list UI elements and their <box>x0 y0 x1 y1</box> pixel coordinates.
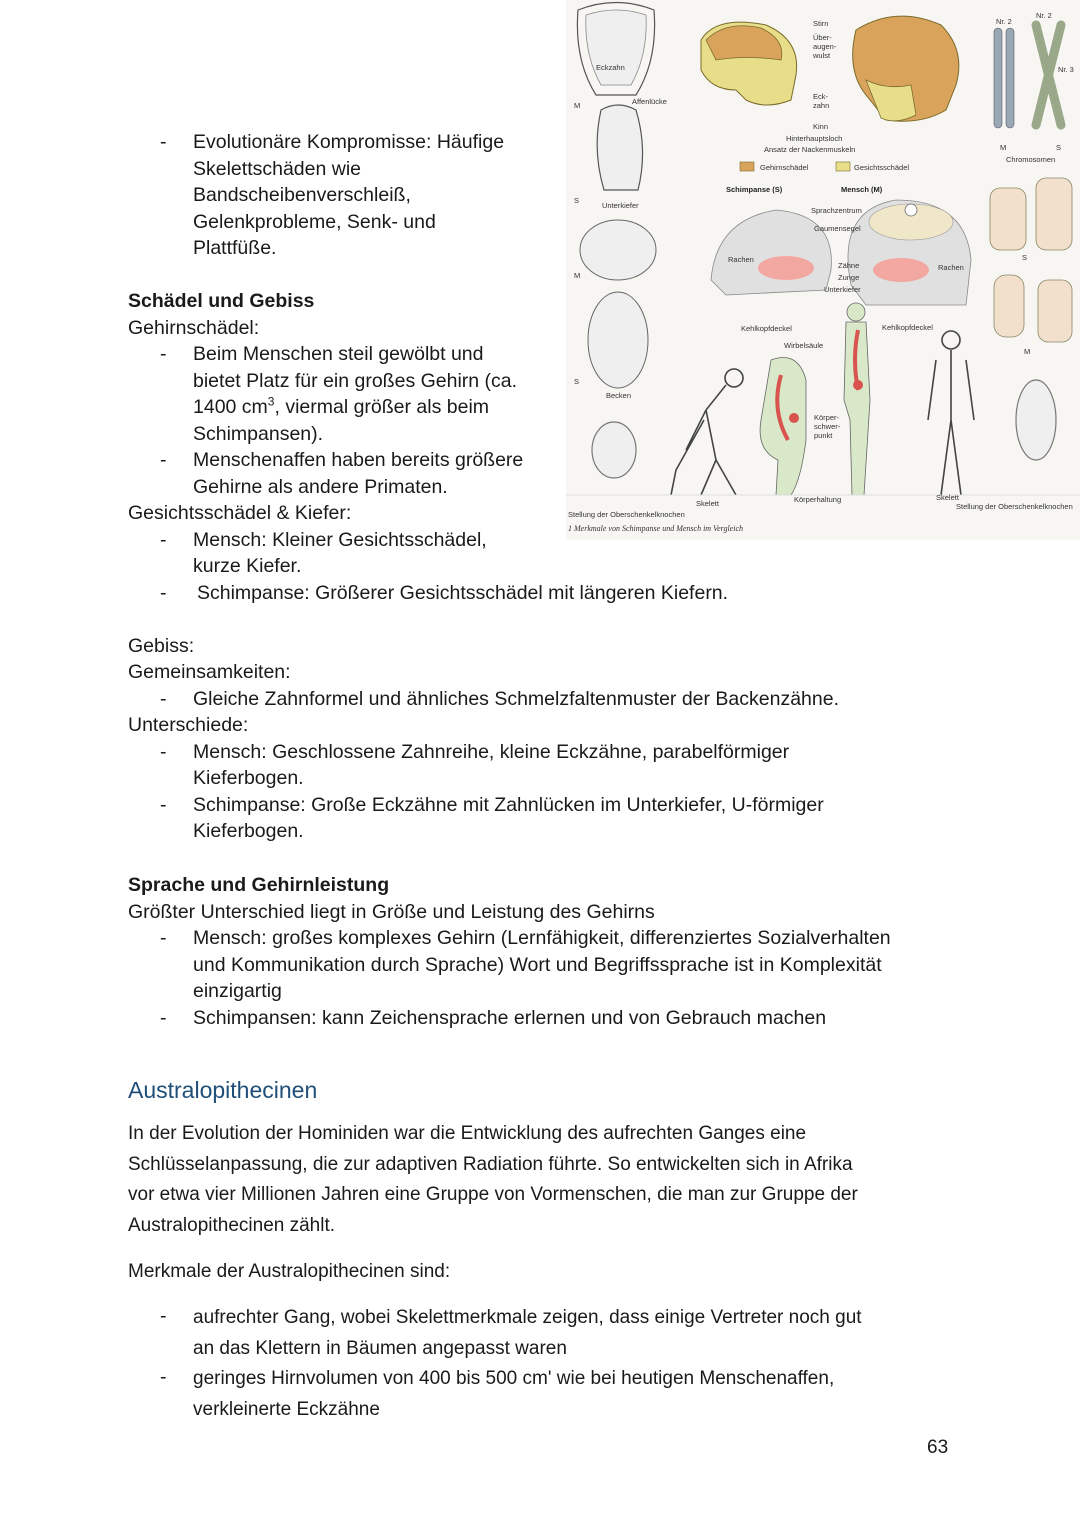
bullet-dash: - <box>160 1366 167 1388</box>
gehirn-b2-line-1: Menschenaffen haben bereits größere <box>193 449 524 471</box>
svg-text:Kinn: Kinn <box>813 122 829 131</box>
australo-para-line-4: Australopithecinen zählt. <box>128 1214 336 1236</box>
svg-text:M: M <box>574 271 581 280</box>
svg-text:augen-: augen- <box>813 42 837 51</box>
bullet-dash: - <box>160 793 167 816</box>
svg-text:Über-: Über- <box>813 33 832 42</box>
gehirn-b1-line-3: 1400 $cm^3$, viermal größer als beim <box>193 394 490 418</box>
svg-text:S: S <box>574 196 580 205</box>
australo-b1-line-2: an das Klettern in Bäumen angepasst waren <box>193 1337 567 1359</box>
svg-text:Schimpanse (S): Schimpanse (S) <box>726 185 783 194</box>
bullet-dash: - <box>160 343 167 365</box>
sprache-b1-line-2: und Kommunikation durch Sprache) Wort und Begriffssprache ist in Komplexität <box>193 953 882 976</box>
svg-text:S: S <box>574 377 580 386</box>
svg-text:S: S <box>1022 253 1028 262</box>
svg-text:Eckzahn: Eckzahn <box>596 63 625 72</box>
gehirn-b1-line-2: bietet Platz für ein großes Gehirn (ca. <box>193 369 518 392</box>
kompromisse-line-2: Skelettschäden wie <box>193 157 362 180</box>
svg-text:Hinterhauptsloch: Hinterhauptsloch <box>786 134 843 143</box>
svg-text:Nr. 2: Nr. 2 <box>1036 11 1052 20</box>
bullet-dash: - <box>160 1305 167 1327</box>
bullet-dash: - <box>160 131 167 153</box>
bullet-dash: - <box>160 449 167 471</box>
svg-text:Kehlkopfdeckel: Kehlkopfdeckel <box>882 323 933 332</box>
kompromisse-line-5: Plattfüße. <box>193 237 277 259</box>
svg-text:S: S <box>1056 143 1062 152</box>
sprache-b1-line-3: einzigartig <box>193 980 282 1002</box>
svg-text:Ansatz der Nackenmuskeln: Ansatz der Nackenmuskeln <box>764 145 856 154</box>
gehirn-b1-line-1: Beim Menschen steil gewölbt und <box>193 343 484 365</box>
svg-text:Mensch (M): Mensch (M) <box>841 185 883 194</box>
svg-text:Stirn: Stirn <box>813 19 829 28</box>
sprache-b1-line-1: Mensch: großes komplexes Gehirn (Lernfähigkeit, differenziertes Sozialverhalten <box>193 927 891 949</box>
australo-para-line-2: Schlüsselanpassung, die zur adaptiven Radiation führte. So entwickelten sich in Afrika <box>128 1153 853 1175</box>
kompromisse-line-1: Evolutionäre Kompromisse: Häufige <box>193 131 505 153</box>
svg-text:Zunge: Zunge <box>838 273 860 282</box>
gemeinsamkeiten-label: Gemeinsamkeiten: <box>128 661 291 683</box>
section-title-sprache: Sprache und Gehirnleistung <box>128 874 390 896</box>
unterschied-b1-line-1: Mensch: Geschlossene Zahnreihe, kleine Eckzähne, parabelförmiger <box>193 740 790 763</box>
chimp-pelvis-drawing <box>588 292 648 388</box>
svg-text:Skelett: Skelett <box>696 499 719 508</box>
bullet-dash: - <box>160 581 167 604</box>
svg-text:Becken: Becken <box>606 391 632 400</box>
svg-text:Unterkiefer: Unterkiefer <box>602 201 639 210</box>
svg-text:M: M <box>574 101 581 110</box>
merkmale-intro: Merkmale der Australopithecinen sind: <box>128 1261 451 1282</box>
figure-caption: 1 Merkmale von Schimpanse und Mensch im Vergleich <box>568 524 743 533</box>
svg-text:Rachen: Rachen <box>938 263 964 272</box>
svg-text:M: M <box>1024 347 1031 356</box>
unterschiede-label: Unterschiede: <box>128 714 249 736</box>
sprache-b2: Schimpansen: kann Zeichensprache erlernen und von Gebrauch machen <box>193 1006 827 1029</box>
svg-text:Zähne: Zähne <box>838 261 860 270</box>
svg-text:Körper-: Körper- <box>814 413 840 422</box>
gesichtsschaedel-label: Gesichtsschädel & Kiefer: <box>128 502 352 524</box>
svg-text:Nr. 3: Nr. 3 <box>1058 65 1074 74</box>
svg-text:Sprachzentrum: Sprachzentrum <box>811 206 862 215</box>
gehirn-b2-line-2: Gehirne als andere Primaten. <box>193 475 448 498</box>
kompromisse-line-4: Gelenkprobleme, Senk- und <box>193 210 436 233</box>
figure-illustration <box>566 0 1080 540</box>
svg-text:Körperhaltung: Körperhaltung <box>794 495 842 504</box>
australo-para-line-1: In der Evolution der Hominiden war die Entwicklung des aufrechten Ganges eine <box>128 1123 807 1144</box>
svg-text:Rachen: Rachen <box>728 255 754 264</box>
unterschied-b2-line-2: Kieferbogen. <box>193 820 304 842</box>
svg-text:schwer-: schwer- <box>814 422 841 431</box>
svg-text:Wirbelsäule: Wirbelsäule <box>784 341 824 350</box>
page-number: 63 <box>927 1437 949 1458</box>
kompromisse-line-3: Bandscheibenverschleiß, <box>193 184 411 206</box>
svg-text:wulst: wulst <box>813 51 831 60</box>
svg-text:Skelett: Skelett <box>936 493 959 502</box>
svg-text:Nr. 2: Nr. 2 <box>996 17 1012 26</box>
svg-text:punkt: punkt <box>814 431 833 440</box>
comparison-figure <box>566 0 1080 540</box>
human-pelvis-drawing <box>580 220 656 280</box>
section-heading-australopithecinen: Australopithecinen <box>128 1077 318 1103</box>
australo-b2-line-2: verkleinerte Eckzähne <box>193 1398 380 1420</box>
svg-text:Gesichtsschädel: Gesichtsschädel <box>854 163 910 172</box>
svg-text:Gehirnschädel: Gehirnschädel <box>760 163 809 172</box>
svg-text:Gaumensegel: Gaumensegel <box>814 224 861 233</box>
bullet-dash: - <box>160 740 167 763</box>
gehirn-b1-line-4: Schimpansen). <box>193 422 324 445</box>
australo-b2-line-1: geringes Hirnvolumen von 400 bis 500 cm' wie bei heutigen Menschenaffen, <box>193 1368 835 1389</box>
svg-text:zahn: zahn <box>813 101 830 110</box>
human-jaw-drawing <box>597 105 642 190</box>
unterschied-b1-line-2: Kieferbogen. <box>193 767 304 789</box>
svg-text:Stellung der Oberschenkelknoch: Stellung der Oberschenkelknochen <box>956 502 1073 511</box>
gehirnschaedel-label: Gehirnschädel: <box>128 316 260 339</box>
svg-text:Chromosomen: Chromosomen <box>1006 155 1056 164</box>
section-title-schaedel: Schädel und Gebiss <box>128 290 315 312</box>
australo-para-line-3: vor etwa vier Millionen Jahren eine Gruppe von Vormenschen, die man zur Gruppe der <box>128 1184 858 1205</box>
unterschied-b2-line-1: Schimpanse: Große Eckzähne mit Zahnlücken im Unterkiefer, U-förmiger <box>193 793 824 816</box>
bullet-dash: - <box>160 1006 167 1029</box>
svg-text:Kehlkopfdeckel: Kehlkopfdeckel <box>741 324 792 333</box>
bullet-dash: - <box>160 687 167 710</box>
gebiss-label: Gebiss: <box>128 634 195 657</box>
svg-text:Eck-: Eck- <box>813 92 828 101</box>
gesicht-b2: Schimpanse: Größerer Gesichtsschädel mit längeren Kiefern. <box>197 581 729 604</box>
svg-text:M: M <box>1000 143 1007 152</box>
gesicht-b1-line-1: Mensch: Kleiner Gesichtsschädel, <box>193 528 487 551</box>
bullet-dash: - <box>160 528 167 551</box>
bullet-dash: - <box>160 927 167 949</box>
sprache-intro: Größter Unterschied liegt in Größe und Leistung des Gehirns <box>128 900 655 923</box>
svg-text:Affenlücke: Affenlücke <box>632 97 667 106</box>
gesicht-b1-line-2: kurze Kiefer. <box>193 555 302 577</box>
australo-b1-line-1: aufrechter Gang, wobei Skelettmerkmale zeigen, dass einige Vertreter noch gut <box>193 1307 862 1328</box>
svg-text:Stellung der Oberschenkelknoch: Stellung der Oberschenkelknochen <box>568 510 685 519</box>
svg-text:Unterkiefer: Unterkiefer <box>824 285 861 294</box>
gemeinsam-b1: Gleiche Zahnformel und ähnliches Schmelzfaltenmuster der Backenzähne. <box>193 687 840 710</box>
